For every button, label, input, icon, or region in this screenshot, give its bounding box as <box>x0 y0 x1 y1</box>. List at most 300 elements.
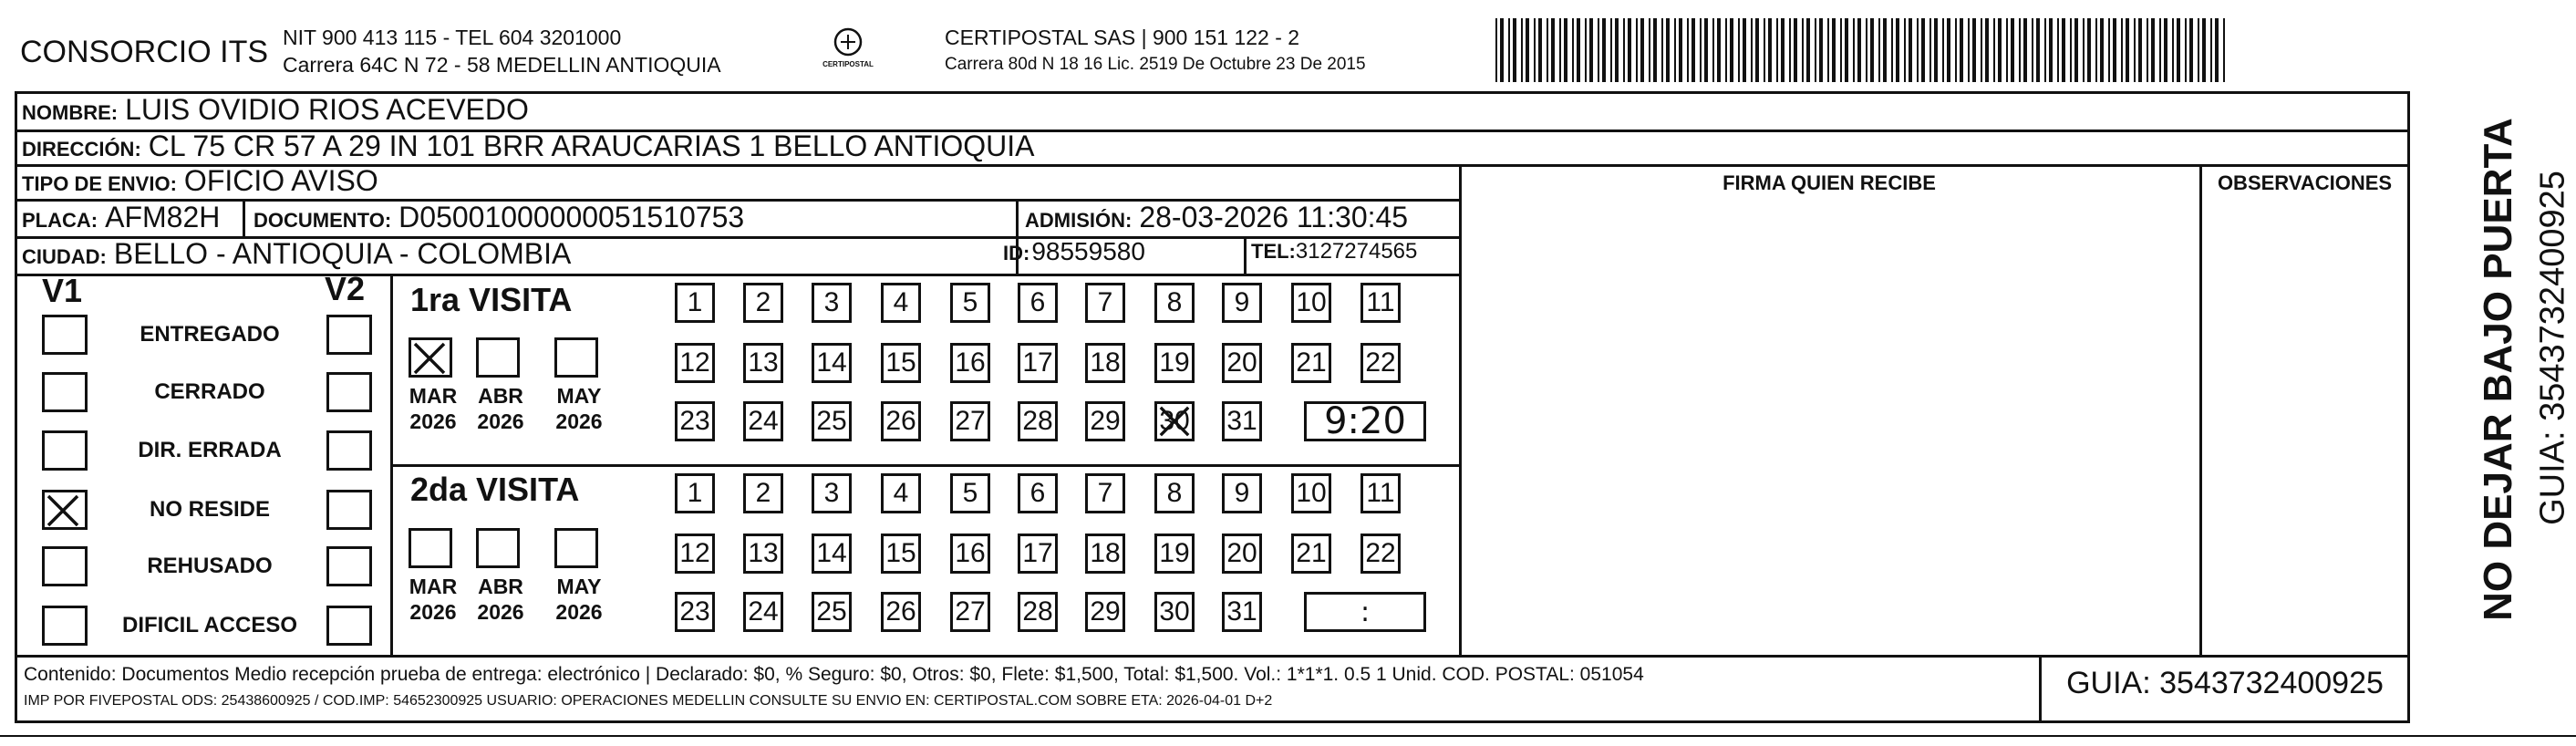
day-box[interactable] <box>1154 401 1195 441</box>
day-box[interactable] <box>675 534 715 574</box>
barcode-bar <box>1521 18 1523 82</box>
barcode-bar <box>1589 18 1593 82</box>
day-box[interactable] <box>1154 534 1195 574</box>
day-box[interactable] <box>1154 473 1195 513</box>
barcode-bar <box>2172 18 2174 82</box>
id-value: 98559580 <box>1031 237 1145 265</box>
status-label: DIFICIL ACCESO <box>121 613 297 637</box>
barcode-bar <box>1832 18 1836 82</box>
barcode-bar <box>1700 18 1702 82</box>
barcode-bar <box>2023 18 2027 82</box>
day-number: 4 <box>893 478 909 508</box>
direccion-value: CL 75 CR 57 A 29 IN 101 BRR ARAUCARIAS 1 BELLO ANTIOQUIA <box>148 130 1035 162</box>
barcode-bar <box>1623 18 1625 82</box>
barcode-bar <box>1985 18 1989 82</box>
barcode-bar <box>1661 18 1663 82</box>
day-box[interactable] <box>950 343 990 383</box>
v2-checkbox[interactable] <box>326 430 372 471</box>
observaciones-area[interactable] <box>2203 202 2405 653</box>
v2-checkbox[interactable] <box>326 606 372 646</box>
month-label <box>469 383 533 434</box>
day-box[interactable] <box>1085 592 1125 632</box>
admision-value: 28-03-2026 11:30:45 <box>1139 201 1409 233</box>
barcode-bar <box>2223 18 2225 82</box>
barcode-bar <box>1993 18 1995 82</box>
barcode-bar <box>2215 18 2219 82</box>
barcode-bar <box>1513 18 1516 82</box>
barcode-bar <box>1559 18 1561 82</box>
day-box[interactable] <box>1018 592 1058 632</box>
day-number: 29 <box>1090 596 1121 627</box>
company-name: CONSORCIO ITS <box>20 35 269 69</box>
documento-value: D05001000000051510753 <box>398 201 745 233</box>
barcode-bar <box>1751 18 1753 82</box>
month-label <box>401 383 465 434</box>
day-number: 28 <box>1022 596 1053 627</box>
day-box[interactable] <box>1222 401 1262 441</box>
day-box[interactable] <box>1154 343 1195 383</box>
barcode-bar <box>2198 18 2199 82</box>
documento-field <box>253 201 744 234</box>
tel-field <box>1251 239 1417 264</box>
month-name: ABR <box>478 575 523 598</box>
day-number: 28 <box>1022 406 1053 436</box>
day-number: 12 <box>679 538 710 568</box>
barcode-bar <box>2108 18 2110 82</box>
v1-checkbox[interactable] <box>42 372 88 412</box>
barcode-bar <box>1827 18 1829 82</box>
barcode-bar <box>2138 18 2142 82</box>
nombre-label: NOMBRE: <box>22 101 119 124</box>
day-number: 20 <box>1226 538 1257 568</box>
day-box[interactable] <box>1085 534 1125 574</box>
tel-label: TEL: <box>1251 240 1296 263</box>
barcode-bar <box>1909 18 1912 82</box>
day-number: 21 <box>1296 347 1327 378</box>
v2-checkbox[interactable] <box>326 372 372 412</box>
time-box[interactable]: 9:20 <box>1304 401 1426 441</box>
day-box[interactable] <box>812 343 852 383</box>
day-number: 30 <box>1159 406 1190 436</box>
day-box[interactable] <box>743 592 783 632</box>
placa-label: PLACA: <box>22 209 98 232</box>
barcode-bar <box>1687 18 1689 82</box>
documento-label: DOCUMENTO: <box>253 209 392 232</box>
logo-icon <box>816 26 880 77</box>
day-number: 5 <box>962 287 978 317</box>
barcode-bar <box>2177 18 2180 82</box>
day-box[interactable] <box>675 473 715 513</box>
day-box[interactable] <box>1222 283 1262 323</box>
barcode-bar <box>2100 18 2104 82</box>
v1-checkbox[interactable] <box>42 546 88 586</box>
day-number: 23 <box>679 406 710 436</box>
barcode-bar <box>1896 18 1899 82</box>
barcode-bar <box>1806 18 1810 82</box>
day-box[interactable] <box>1291 343 1331 383</box>
day-number: 13 <box>748 538 779 568</box>
barcode-bar <box>1577 18 1580 82</box>
barcode-bar <box>1615 18 1619 82</box>
month-name: MAR <box>409 575 458 598</box>
tipo-envio-field <box>22 164 378 198</box>
v1-checkbox[interactable] <box>42 490 88 530</box>
barcode-bar <box>1534 18 1536 82</box>
barcode-bar <box>1764 18 1765 82</box>
barcode-bar <box>2147 18 2148 82</box>
day-number: 4 <box>893 287 909 317</box>
side-text <box>2416 91 2571 638</box>
month-year: 2026 <box>409 600 457 624</box>
day-number: 1 <box>687 478 703 508</box>
month-checkbox[interactable] <box>554 528 598 568</box>
tel-value: 3127274565 <box>1295 239 1418 264</box>
barcode-bar <box>1789 18 1791 82</box>
day-box[interactable] <box>881 283 921 323</box>
day-box[interactable] <box>812 534 852 574</box>
month-year: 2026 <box>555 409 603 433</box>
day-box[interactable] <box>1018 283 1058 323</box>
tipo-envio-value: OFICIO AVISO <box>183 164 378 197</box>
x-mark-icon <box>1157 404 1192 439</box>
month-checkbox[interactable] <box>409 337 452 378</box>
day-number: 6 <box>1029 478 1046 508</box>
status-label: NO RESIDE <box>149 497 271 522</box>
nombre-value: LUIS OVIDIO RIOS ACEVEDO <box>125 93 529 126</box>
day-number: 24 <box>748 596 779 627</box>
ciudad-field <box>22 237 571 271</box>
day-number: 23 <box>679 596 710 627</box>
barcode-bar <box>1870 18 1874 82</box>
direccion-field <box>22 130 1034 163</box>
barcode-bar <box>1917 18 1919 82</box>
firma-label: FIRMA QUIEN RECIBE <box>1723 171 1936 194</box>
barcode-bar <box>2049 18 2053 82</box>
month-checkbox[interactable] <box>476 337 520 378</box>
id-label: ID: <box>1003 242 1030 264</box>
day-box[interactable] <box>950 283 990 323</box>
day-box[interactable] <box>812 401 852 441</box>
barcode-bar <box>1526 18 1529 82</box>
day-number: 26 <box>885 406 916 436</box>
day-box[interactable] <box>881 592 921 632</box>
day-number: 24 <box>748 406 779 436</box>
day-number: 6 <box>1029 287 1046 317</box>
day-box[interactable] <box>1018 343 1058 383</box>
day-number: 9 <box>1234 287 1250 317</box>
admision-label: ADMISIÓN: <box>1025 209 1133 232</box>
day-box[interactable] <box>1222 343 1262 383</box>
day-box[interactable] <box>881 534 921 574</box>
barcode-bar <box>2019 18 2021 82</box>
day-number: 30 <box>1159 596 1190 627</box>
month-label <box>547 574 611 625</box>
day-box[interactable] <box>743 473 783 513</box>
status-label: DIR. ERRADA <box>138 438 282 462</box>
month-name: MAY <box>556 575 602 598</box>
barcode-bar <box>1878 18 1880 82</box>
barcode-bar <box>1904 18 1906 82</box>
month-name: ABR <box>478 384 523 408</box>
day-box[interactable] <box>1018 534 1058 574</box>
barcode-bar <box>1666 18 1670 82</box>
v1-checkbox[interactable] <box>42 430 88 471</box>
day-number: 17 <box>1022 538 1053 568</box>
footer-guia: GUIA: 3543732400925 <box>2066 666 2384 700</box>
barcode-bar <box>1572 18 1574 82</box>
barcode-bar <box>2095 18 2097 82</box>
day-number: 15 <box>885 538 916 568</box>
day-box[interactable] <box>1085 401 1125 441</box>
observaciones-label: OBSERVACIONES <box>2217 171 2393 194</box>
day-box[interactable] <box>950 473 990 513</box>
barcode-bar <box>1653 18 1657 82</box>
day-number: 3 <box>823 287 840 317</box>
day-number: 2 <box>755 478 771 508</box>
barcode-bar <box>2011 18 2014 82</box>
day-number: 29 <box>1090 406 1121 436</box>
barcode-bar <box>1640 18 1644 82</box>
barcode-bar <box>2151 18 2155 82</box>
day-box[interactable] <box>1291 534 1331 574</box>
day-number: 12 <box>679 347 710 378</box>
barcode-bar <box>2083 18 2085 82</box>
barcode-bar <box>2121 18 2123 82</box>
nombre-field <box>22 93 529 127</box>
barcode-bar <box>2070 18 2072 82</box>
barcode-bar <box>2210 18 2212 82</box>
barcode-bar <box>2164 18 2167 82</box>
day-box[interactable] <box>1018 473 1058 513</box>
day-box[interactable] <box>1018 401 1058 441</box>
day-number: 8 <box>1166 478 1183 508</box>
day-number: 27 <box>955 596 986 627</box>
day-box[interactable] <box>1360 283 1401 323</box>
v2-checkbox[interactable] <box>326 490 372 530</box>
barcode-bar <box>2032 18 2033 82</box>
footer-content: Contenido: Documentos Medio recepción prueba de entrega: electrónico | Declarado: $0, % Seguro: $0, Otros: $0, Flete: $1,500, Total: $1,500. Vol.: 1*1*1. 0.5 1 Unid. COD. POSTAL: 051054 <box>24 664 1644 685</box>
day-number: 9 <box>1234 478 1250 508</box>
day-box[interactable] <box>675 592 715 632</box>
barcode-bar <box>2126 18 2129 82</box>
barcode-bar <box>1730 18 1733 82</box>
barcode-bar <box>1704 18 1708 82</box>
day-box[interactable] <box>950 534 990 574</box>
day-number: 16 <box>955 347 986 378</box>
month-label <box>469 574 533 625</box>
day-number: 16 <box>955 538 986 568</box>
carrier-line2: Carrera 80d N 18 16 Lic. 2519 De Octubre 23 De 2015 <box>945 55 1366 74</box>
carrier-line1: CERTIPOSTAL SAS | 900 151 122 - 2 <box>945 26 1300 49</box>
day-number: 19 <box>1159 538 1190 568</box>
barcode-bar <box>1712 18 1714 82</box>
barcode-bar <box>1934 18 1938 82</box>
day-box[interactable] <box>675 401 715 441</box>
barcode-bar <box>1500 18 1504 82</box>
day-box[interactable] <box>812 283 852 323</box>
day-number: 3 <box>823 478 840 508</box>
day-box[interactable] <box>1085 343 1125 383</box>
barcode-bar <box>2202 18 2206 82</box>
barcode-bar <box>1495 18 1497 82</box>
barcode-bar <box>1947 18 1950 82</box>
barcode-bar <box>1794 18 1797 82</box>
day-number: 25 <box>816 596 847 627</box>
day-number: 7 <box>1097 287 1113 317</box>
barcode-bar <box>2159 18 2161 82</box>
day-box[interactable] <box>1154 592 1195 632</box>
day-number: 8 <box>1166 287 1183 317</box>
day-box[interactable] <box>1085 473 1125 513</box>
barcode-bar <box>1585 18 1587 82</box>
barcode-bar <box>2074 18 2078 82</box>
day-box[interactable] <box>1360 473 1401 513</box>
barcode-bar <box>1564 18 1567 82</box>
month-label <box>401 574 465 625</box>
barcode-bar <box>1602 18 1606 82</box>
barcode-bar <box>1598 18 1599 82</box>
month-checkbox[interactable] <box>554 337 598 378</box>
day-number: 7 <box>1097 478 1113 508</box>
firma-area[interactable] <box>1463 202 2198 653</box>
barcode-bar <box>2113 18 2116 82</box>
day-box[interactable] <box>812 473 852 513</box>
time-box[interactable]: : <box>1304 592 1426 632</box>
barcode-bar <box>1981 18 1982 82</box>
v1-checkbox[interactable] <box>42 606 88 646</box>
barcode-bar <box>1781 18 1785 82</box>
barcode-bar <box>1743 18 1746 82</box>
status-label: CERRADO <box>154 379 265 404</box>
day-box[interactable] <box>1154 283 1195 323</box>
barcode-icon <box>1495 18 2229 82</box>
barcode-bar <box>1725 18 1727 82</box>
day-box[interactable] <box>950 401 990 441</box>
logo-text: CERTIPOSTAL <box>822 60 874 68</box>
company-line1: NIT 900 413 115 - TEL 604 3201000 <box>283 26 622 49</box>
v1-checkbox[interactable] <box>42 315 88 355</box>
barcode-bar <box>1845 18 1848 82</box>
barcode-bar <box>2062 18 2065 82</box>
barcode-bar <box>2057 18 2059 82</box>
day-box[interactable] <box>743 534 783 574</box>
day-number: 20 <box>1226 347 1257 378</box>
barcode-bar <box>1738 18 1740 82</box>
visit1-title: 1ra VISITA <box>410 281 573 318</box>
month-year: 2026 <box>409 409 457 433</box>
v2-checkbox[interactable] <box>326 315 372 355</box>
day-box[interactable] <box>1222 473 1262 513</box>
day-number: 17 <box>1022 347 1053 378</box>
barcode-bar <box>1755 18 1759 82</box>
day-number: 5 <box>962 478 978 508</box>
day-box[interactable] <box>1360 534 1401 574</box>
barcode-bar <box>1998 18 2002 82</box>
day-box[interactable] <box>1085 283 1125 323</box>
barcode-bar <box>2189 18 2193 82</box>
barcode-bar <box>1972 18 1976 82</box>
side-guia-text: GUIA: 3543732400925 <box>2533 171 2572 525</box>
v2-checkbox[interactable] <box>326 546 372 586</box>
barcode-bar <box>1819 18 1823 82</box>
day-number: 31 <box>1226 406 1257 436</box>
month-checkbox[interactable] <box>409 528 452 568</box>
day-number: 15 <box>885 347 916 378</box>
barcode-bar <box>1679 18 1682 82</box>
barcode-bar <box>1815 18 1816 82</box>
month-checkbox[interactable] <box>476 528 520 568</box>
day-box[interactable] <box>1360 343 1401 383</box>
barcode-bar <box>1853 18 1855 82</box>
day-number: 21 <box>1296 538 1327 568</box>
day-number: 14 <box>816 347 847 378</box>
no-dejar-text: NO DEJAR BAJO PUERTA <box>2476 118 2520 621</box>
day-number: 18 <box>1090 538 1121 568</box>
day-box[interactable] <box>675 343 715 383</box>
barcode-bar <box>2087 18 2091 82</box>
day-number: 27 <box>955 406 986 436</box>
tipo-envio-label: TIPO DE ENVIO: <box>22 172 177 195</box>
ciudad-value: BELLO - ANTIOQUIA - COLOMBIA <box>113 237 572 270</box>
day-box[interactable] <box>1222 592 1262 632</box>
barcode-bar <box>1883 18 1887 82</box>
month-year: 2026 <box>477 409 524 433</box>
day-box[interactable] <box>950 592 990 632</box>
barcode-bar <box>1636 18 1638 82</box>
day-box[interactable] <box>675 283 715 323</box>
day-number: 31 <box>1226 596 1257 627</box>
day-number: 22 <box>1365 347 1396 378</box>
day-number: 25 <box>816 406 847 436</box>
month-name: MAY <box>556 384 602 408</box>
barcode-bar <box>1551 18 1555 82</box>
placa-field <box>22 201 220 234</box>
day-box[interactable] <box>743 283 783 323</box>
footer-imp: IMP POR FIVEPOSTAL ODS: 25438600925 / COD.IMP: 54652300925 USUARIO: OPERACIONES MEDELLIN CONSULTE SU ENVIO EN: CERTIPOSTAL.COM SOBRE ETA: 2026-04-01 D+2 <box>24 693 1273 709</box>
day-number: 19 <box>1159 347 1190 378</box>
day-number: 22 <box>1365 538 1396 568</box>
placa-value: AFM82H <box>105 201 221 233</box>
day-number: 11 <box>1366 478 1395 508</box>
barcode-bar <box>2134 18 2136 82</box>
barcode-bar <box>1674 18 1676 82</box>
barcode-bar <box>2044 18 2046 82</box>
status-label: ENTREGADO <box>140 322 280 347</box>
barcode-bar <box>1968 18 1970 82</box>
day-box[interactable] <box>743 401 783 441</box>
day-box[interactable] <box>1291 283 1331 323</box>
day-box[interactable] <box>881 343 921 383</box>
day-box[interactable] <box>743 343 783 383</box>
x-mark-icon <box>411 340 448 377</box>
day-box[interactable] <box>1291 473 1331 513</box>
barcode-bar <box>1538 18 1542 82</box>
day-number: 13 <box>748 347 779 378</box>
barcode-bar <box>2036 18 2040 82</box>
day-box[interactable] <box>881 401 921 441</box>
id-field <box>1003 237 1145 266</box>
day-number: 18 <box>1090 347 1121 378</box>
barcode-bar <box>1802 18 1804 82</box>
day-box[interactable] <box>1222 534 1262 574</box>
month-year: 2026 <box>555 600 603 624</box>
day-number: 10 <box>1296 478 1327 508</box>
barcode-bar <box>1955 18 1957 82</box>
day-box[interactable] <box>881 473 921 513</box>
day-number: 11 <box>1366 287 1395 317</box>
day-box[interactable] <box>812 592 852 632</box>
barcode-bar <box>1508 18 1510 82</box>
